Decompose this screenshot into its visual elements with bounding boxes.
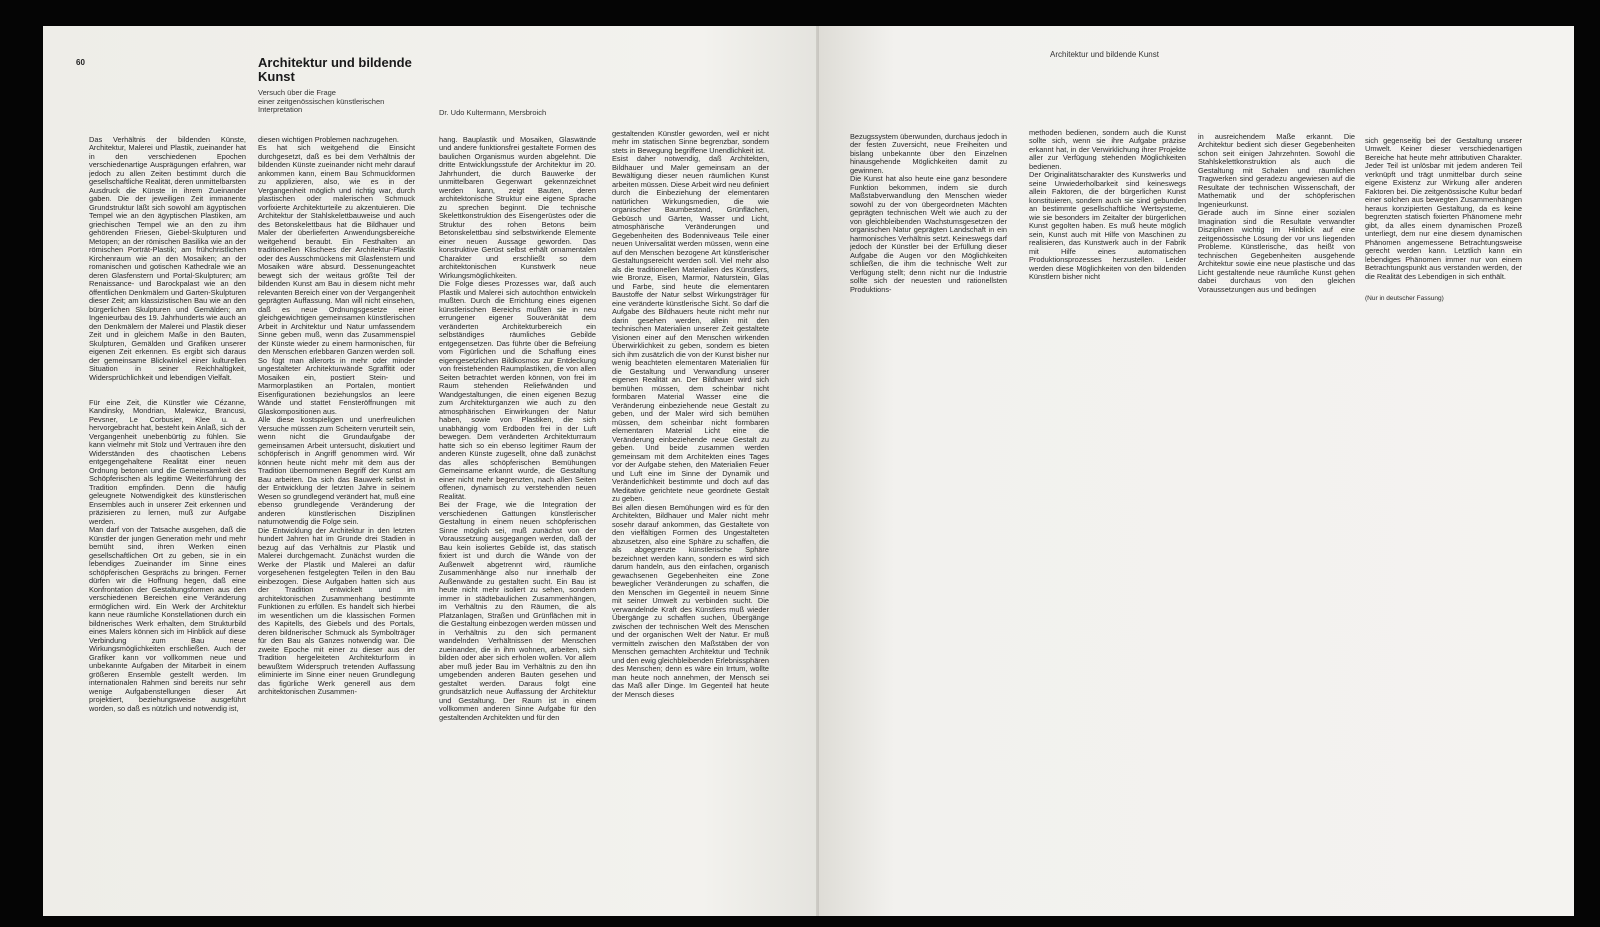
paragraph: methoden bedienen, sondern auch die Kunst sollte sich, wenn sie ihre Aufgabe präzise erkannt hat, in der Verwirklichung ihrer Projekte aller zur Verfügung stehenden Möglichkeiten bedienen. Der Originalitätscharakter des Kunstwerks und seine Unwiederholbarkeit sind keineswegs allein Faktoren, die der bürgerlichen Kunst konstituieren, sondern auch sie sind gebunden an bestimmte gesellschaftliche Wertsysteme, wie sie besonders im Zeitalter der bürgerlichen Kunst gegolten haben. Es muß heute möglich sein, Kunst auch mit Hilfe von Maschinen zu realisieren, das Kunstwerk auch in der Fabrik mit Hilfe eines automatischen Produktionsprozesses herzustellen. Leider werden diese Möglichkeiten von den bildenden Künstlern bisher nicht [1029,127,1186,281]
paragraph: Das Verhältnis der bildenden Künste, Architektur, Malerei und Plastik, zueinander hat in den verschiedenen Epochen verschiedenartige Ausprägungen erfahren, war jedoch zu allen Zeiten bestimmt durch die gesellschaftliche Realität, deren unmittelbarsten Ausdruck die Künste in ihrem Zueinander gaben. Die der jeweiligen Zeit immanente Grundstruktur läßt sich sowohl am ägyptischen Tempel wie an den ägyptischen Plastiken, am griechischen Tempel wie an den zu ihm gehörenden Friesen, Giebel-Skulpturen und Metopen; an der römischen Basilika wie an der römischen Porträt-Plastik; am frühchristlichen Kirchenraum wie an den Mosaiken; an der romanischen und gotischen Kathedrale wie an deren Glasfenstern und Portal-Skulpturen; am Renaissance- und Barockpalast wie an den öffentlichen Denkmälern und Garten-Skulpturen dieser Zeit; am klassizistischen Bau wie an den bürgerlichen Skulpturen und Gemälden; am Ingenieurbau des 19. Jahrhunderts wie auch an den Denkmälern der Malerei und Plastik dieser Zeit und in gleichem Maße in den Bauten, Skulpturen, Gemälden und Grafiken unserer eigenen Zeit erkennen. Es ergibt sich daraus der gemeinsame Blickwinkel einer kulturellen Situation in seiner Reichhaltigkeit, Widersprüchlichkeit und lebendigen Vielfalt. [89,134,246,382]
paragraph: Für eine Zeit, die Künstler wie Cézanne, Kandinsky, Mondrian, Malewicz, Brancusi, Pevsner, Le Corbusier, Klee u. a. hervorgebracht hat, besteht kein Anlaß, sich der Vergangenheit unebenbürtig zu fühlen. Sie kann vielmehr mit Stolz und Vertrauen ihre den Widerständen des chaotischen Lebens entgegengehaltene Realität einer neuen Ordnung betonen und die Gemeinsamkeit des Schöpferischen als legitime Weiterführung der Tradition empfinden. Denn die häufig geleugnete Notwendigkeit des künstlerischen Ensembles auch in unserer Zeit erkennen und präzisieren zu lernen, muß zur Aufgabe werden. Man darf von der Tatsache ausgehen, daß die Künstler der jungen Generation mehr und mehr bemüht sind, ihren Werken einen gesellschaftlichen Ort zu geben, sie in ein lebendiges Zueinander im Sinne eines schöpferischen Gesprächs zu bringen. Ferner dürfen wir die Hoffnung hegen, daß eine Konfrontation der Gestaltungsformen aus den verschiedenen Bereichen eine Veränderung ermöglichen wird. Ein Werk der Architektur kann neue räumliche Konstellationen durch ein bildnerisches Werk erhalten, dem Strukturbild eines Malers können sich im Hinblick auf diese Verbindung zum Bau neue Wirkungsmöglichkeiten erschließen. Auch der Grafiker kann vor vollkommen neue und unbekannte Aufgaben der Mitarbeit in einem größeren Ensemble gestellt werden. Im internationalen Rahmen sind bereits nur sehr wenige Aufgabenstellungen dieser Art projektiert, beziehungsweise ausgeführt worden, so daß es nützlich und notwendig ist, [89,397,246,713]
footnote: (Nur in deutscher Fassung) [1365,294,1444,302]
text-column-6 [1029,120,1186,334]
left-page [43,26,819,916]
paragraph: diesen wichtigen Problemen nachzugehen. Es hat sich weitgehend die Einsicht durchgesetzt, daß es bei dem Verhältnis der bildenden Künste zueinander nicht mehr darauf ankommen kann, einem Bau Schmuckformen zu applizieren, also, wie es in der Vergangenheit möglich und richtig war, durch plastischen oder malerischen Schmuck vorfixierte Architekturteile zu akzentuieren. Die Architektur der Stahlskelettbauweise und auch des Betonskelettbaus hat die Bildhauer und Maler der überlieferten Anwendungsbereiche weitgehend beraubt. Ein Festhalten an traditionellen Klischees der Architektur-Plastik oder des Ausschmückens mit Glasfenstern und Mosaiken wäre absurd. Dessenungeachtet bewegt sich der weitaus größte Teil der bildenden Kunst am Bau in diesem nicht mehr relevanten Bereich einer von der Vergangenheit geprägten Auffassung. Man will nicht einsehen, daß es neue Ordnungsgesetze einer gleichgewichtigen gemeinsamen künstlerischen Arbeit in Architektur und Natur umfassendem Sinne geben muß, wenn das Zusammenspiel der Künste wieder zu einem harmonischen, für den Menschen erlebbaren Ganzen werden soll. So fügt man allerorts in mehr oder minder ungestalteter Architekturwände Sgraffitit oder Mosaiken ein, postiert Stein- und Marmorplastiken an Portalen, montiert Eisenfigurationen beziehungslos an leere Wände und stattet Fensteröffnungen mit Glaskompositionen aus. Alle diese kostspieligen und unerfreulichen Versuche müssen zum Scheitern verurteilt sein, wenn nicht die Grundaufgabe der gemeinsamen Arbeit untersucht, diskutiert und schöpferisch in Angriff genommen wird. Wir können heute nicht mehr mit dem aus der Tradition übernommenen Begriff der Kunst am Bau arbeiten. Da sich das Bauwerk selbst in der Entwicklung der letzten Jahre in seinem Wesen so grundlegend verändert hat, muß eine ebenso grundlegende Veränderung der anderen künstlerischen Disziplinen naturnotwendig die Folge sein. Die Entwicklung der Architektur in den letzten hundert Jahren hat im Grunde drei Stadien in bezug auf das Verhältnis zur Plastik und Malerei durchgemacht. Zunächst wurden die Werke der Plastik und Malerei an dafür vorgesehenen festgelegten Teilen in den Bau einbezogen. Diese Aufgaben hatten sich aus der Tradition entwickelt und im architektonischen Zusammenhang bestimmte Funktionen zu erfüllen. Es handelt sich hierbei im wesentlichen um die klassischen Formen des Kapitells, des Giebels und des Portals, deren bildnerischer Schmuck als Symbolträger für den Bau als Ganzes notwendig war. Die zweite Epoche mit einer zu dieser aus der Tradition hergeleiteten Architekturform in bewußtem Widerspruch tretenden Auffassung eliminierte im Sinne einer neuen Grundlegung das figürliche Werk generell aus dem architektonischen Zusammen- [258,134,415,696]
paragraph: sich gegenseitig bei der Gestaltung unserer Umwelt. Keiner dieser verschiedenartigen Bereiche hat heute mehr attributiven Charakter. Jeder Teil ist unlösbar mit jedem anderen Teil verknüpft und trägt unmittelbar durch seine eigene Existenz zur Wirkung aller anderen Faktoren bei. Die zeitgenössische Kultur bedarf einer solchen aus bewegten Zusammenhängen heraus konzipierten Gestaltung, da es keine begrenzten statisch fixierten Phänomene mehr gibt, da alles einem dynamischen Prozeß unterliegt, dem nur eine diesem dynamischen Phänomen angemessene Betrachtungsweise gerecht werden kann. Letztlich kann ein lebendiges Phänomen immer nur von einem Betrachtungspunkt aus verstanden werden, der die Realität des Lebendigen in sich enthält. [1365,135,1522,281]
paragraph: gestaltenden Künstler geworden, weil er nicht mehr im statischen Sinne begrenzbar, sondern stets in Bewegung begriffene Unendlichkeit ist. Esist daher notwendig, daß Architekten, Bildhauer und Maler gemeinsam an der Bewältigung dieser neuen räumlichen Kunst arbeiten müssen. Diese Arbeit wird neu definiert durch die Einbeziehung der elementaren natürlichen Wirkungsmedien, die wie organischer Baumbestand, Grünflächen, Gebüsch und Gärten, Wasser und Licht, atmosphärische Veränderungen und Gegebenheiten des Bodenniveaus Teile einer neuen Universalität werden müssen, wenn eine auf den Menschen bezogene Art künstlerischer Gestaltungsereicht werden soll. Viel mehr also als die traditionellen Materialien des Künstlers, wie Bronze, Eisen, Marmor, Naturstein, Glas und Farbe, sind heute die elementaren Baustoffe der Natur selbst Wirkungsträger für eine veränderte künstlerische Sicht. So darf die Aufgabe des Bildhauers heute nicht mehr nur darin gesehen werden, allein mit den technischen Materialien unserer Zeit gestaltete Visionen einer auf den Menschen wirkenden Überwirklichkeit zu geben, sondern es bieten sich ihm zusätzlich die von der Kunst bisher nur wenig beachteten elementaren Materialien für die Gestaltung und Verwandlung unserer eigenen Realität an. Der Bildhauer wird sich bemühen müssen, dem scheinbar nicht formbaren Material Wasser eine die Veränderung einbeziehende neue Gestalt zu geben, und der Maler wird sich bemühen müssen, dem scheinbar nicht formbaren elementaren Material Licht eine die Veränderung einbeziehende neue Gestalt zu geben. Und beide zusammen werden gemeinsam mit dem Architekten eines Tages vor der Aufgabe stehen, den Materialien Feuer und Luft eine im Sinne der Dynamik und Veränderlichkeit bestimmte und doch auf das Meditative gerichtete neue geordnete Gestalt zu geben. Bei allen diesen Bemühungen wird es für den Architekten, Bildhauer und Maler nicht mehr sosehr darauf ankommen, das Gestaltete von den vielfältigen Formen des Ungestalteten abzusetzen, also eine Sphäre zu schaffen, die als abgegrenzte künstlerische Sphäre bezeichnet werden kann, sondern es wird sich darum handeln, aus den einfachen, organisch gewachsenen Gegebenheiten eine Zone beweglicher Veränderungen zu schaffen, die den Menschen im Gegenteil in neuem Sinne mit seiner Umwelt zu verbinden sucht. Die verwandelnde Kraft des Künstlers muß wieder Übergänge zu schaffen suchen, Übergänge zwischen der technischen Welt des Menschen und der organischen Welt der Natur. Er muß vermitteln zwischen den Maßstäben der von Menschen gemachten Architektur und Technik und den ewig gleichbleibenden Erlebnissphären des Menschen; denn es wäre ein Irrtum, wollte man heute noch annehmen, der Mensch sei das Maß aller Dinge. Im Gegenteil hat heute der Mensch dieses [612,128,769,699]
text-column-1 [89,127,246,897]
paragraph: hang. Bauplastik und Mosaiken, Glaswände und andere funktionsfrei gestaltete Formen des baulichen Organismus wurden abgelehnt. Die dritte Entwicklungsstufe der Architektur im 20. Jahrhundert, die durch Bauwerke der unmittelbaren Gegenwart gekennzeichnet werden kann, zeigt Bauten, deren architektonische Struktur eine eigene Sprache zu sprechen beginnt. Die technische Skelettkonstruktion des Eisengerüstes oder die Struktur des rohen Betons beim Betonskelettbau sind selbstwirkende Elemente einer neuen Aussage geworden. Das konstruktive Gerüst selbst erhält ornamentalen Charakter und erschließt so dem architektonischen Kunstwerk neue Wirkungsmöglichkeiten. Die Folge dieses Prozesses war, daß auch Plastik und Malerei sich autochthon entwickeln mußten. Durch die Errichtung eines eigenen künstlerischen Bereichs mußten sie in neu errungener eigener Souveränität dem veränderten Architekturbereich ein selbständiges räumliches Gebilde entgegensetzen. Das führte über die Befreiung vom Figürlichen und die Schaffung eines eigengesetzlichen Bildkosmos zur Entdeckung von freistehenden Raumplastiken, die von allen Seiten betrachtet werden können, von frei im Raum stehenden Reliefwänden und Wandgestaltungen, die einen eigenen Bezug zum Architekturganzen wie auch zu den atmosphärischen Einwirkungen der Natur haben, sowie von Plastiken, die sich unabhängig vom Erdboden frei in der Luft bewegen. Dem veränderten Architekturraum hatte sich so ein ebenso legitimer Raum der anderen Künste zugesellt, ohne daß zunächst das alles schöpferischen Bemühungen Gemeinsame erkannt wurde, die Gestaltung einer nicht mehr begrenzten, nach allen Seiten offenen, dynamisch zu verstehenden neuen Realität. Bei der Frage, wie die Integration der verschiedenen Gattungen künstlerischer Gestaltung in einem neuen schöpferischen Sinne möglich sei, muß zunächst von der Voraussetzung ausgegangen werden, daß der Bau kein isoliertes Gebilde ist, das statisch fixiert ist und durch die Wände von der Außenwelt abgetrennt wird, räumliche Zusammenhänge also nur innerhalb der Außenwände zu gestalten sucht. Ein Bau ist heute nicht mehr isoliert zu sehen, sondern immer in städtebaulichen Zusammenhängen, im Verhältnis zu den Räumen, die als Platzanlagen, Straßen und Grünflächen mit in die Gestaltung einbezogen werden müssen und in Verhältnis zu den sich permanent wandelnden Verhältnissen der Menschen zueinander, die in ihm wohnen, arbeiten, sich bilden oder aber sich erholen wollen. Vor allem aber muß jeder Bau im Verhältnis zu den ihn umgebenden anderen Bauten gesehen und gestaltet werden. Daraus folgt eine grundsätzlich neue Auffassung der Architektur und Gestaltung. Der Raum ist in einem vollkommen anderen Sinne Aufgabe für den gestaltenden Architekten und für den [439,134,596,722]
article-subtitle: Versuch über die Frage einer zeitgenössischen künstlerischen Interpretation [258,88,385,114]
paragraph: Bezugssystem überwunden, durchaus jedoch in der festen Zuversicht, neue Freiheiten und bislang unbekannte über den Einzelnen hinausgehende Möglichkeiten damit zu gewinnen. Die Kunst hat also heute eine ganz besondere Funktion bekommen, indem sie durch Maßstabverwandlung den Menschen wieder sowohl zu der von übergeordneten Mächten geprägten technischen Welt wie auch zu der von gleichbleibenden Wachstumsgesetzen der organischen Natur geprägten Landschaft in ein harmonisches Verhältnis setzt. Keineswegs darf jedoch der Künstler bei der Erfüllung dieser Aufgabe die Augen vor den Möglichkeiten schließen, die ihm die technische Welt zur Verfügung stellt; denn nicht nur die Industrie sollte sich der neuesten und rationellsten Produktions- [850,131,1007,294]
text-column-4 [612,121,769,897]
text-column-5 [850,124,1007,334]
right-page [819,26,1574,916]
text-column-8 [1365,128,1522,368]
running-head: Architektur und bildende Kunst [1050,50,1159,59]
text-column-3 [439,127,596,897]
paragraph: in ausreichendem Maße erkannt. Die Architektur bedient sich dieser Gegebenheiten schon seit einigen Jahrzehnten. Sowohl die Stahlskelettkonstruktion als auch die Gestaltung mit Schalen und räumlichen Tragwerken sind geradezu angewiesen auf die Resultate der technischen Wissenschaft, der Mathematik und der schöpferischen Ingenieurkunst. Gerade auch im Sinne einer sozialen Imagination sind die Resultate verwandter Disziplinen wichtig im Hinblick auf eine zeitgenössische Lösung der vor uns liegenden Probleme. Künstlerische, das heißt von technischen Gegebenheiten ausgehende Architektur sowie eine neue plastische und das Licht gestaltende neue räumliche Kunst gehen dabei durchaus von den gleichen Voraussetzungen aus und bedingen [1198,131,1355,294]
page-number: 60 [76,58,85,67]
article-title: Architektur und bildende Kunst [258,55,412,84]
text-column-2 [258,127,415,897]
text-column-7 [1198,124,1355,334]
article-author: Dr. Udo Kultermann, Mersbroich [439,108,547,117]
